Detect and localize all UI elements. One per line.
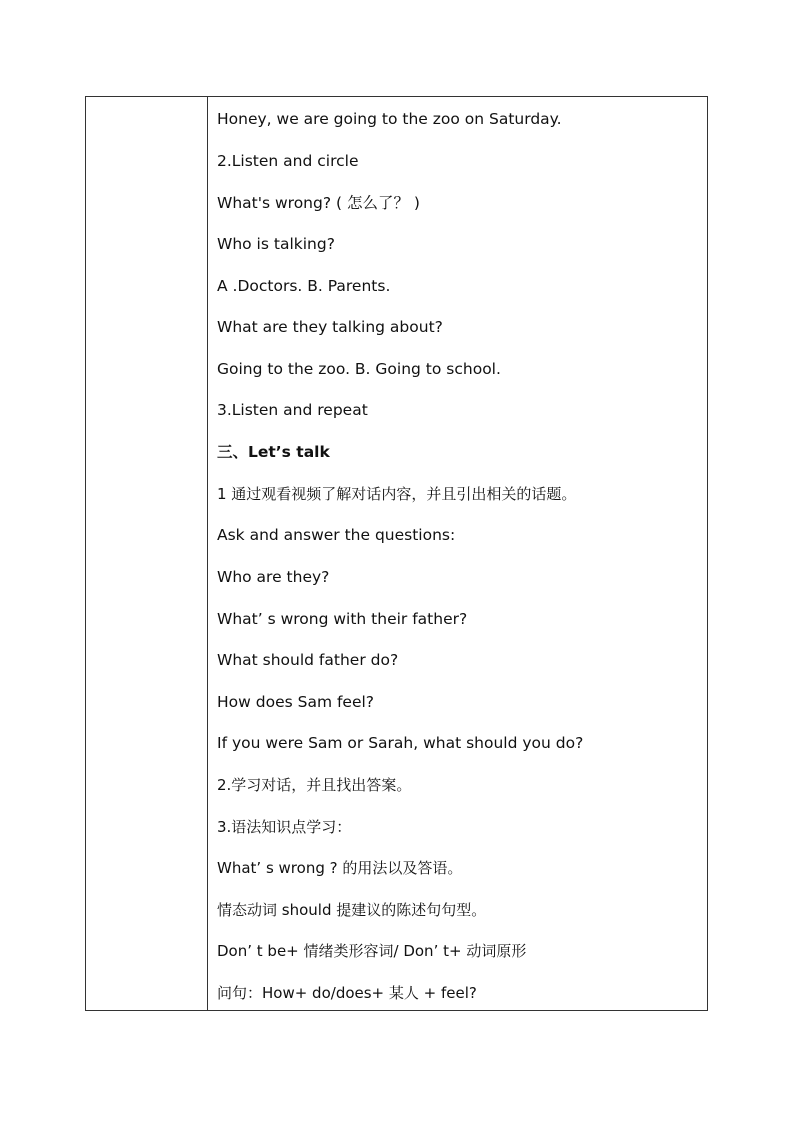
- text-line: A .Doctors. B. Parents.: [217, 277, 391, 295]
- text-line: 情态动词 should 提建议的陈述句句型。: [217, 901, 487, 919]
- text-line: 3.Listen and repeat: [217, 401, 368, 419]
- text-line: Ask and answer the questions:: [217, 526, 456, 544]
- text-line: What’ s wrong with their father?: [217, 610, 468, 628]
- text-line: Who are they?: [217, 568, 330, 586]
- text-line: 2.学习对话，并且找出答案。: [217, 776, 412, 794]
- text-line: 问句：How+ do/does+ 某人 + feel?: [217, 984, 477, 1002]
- text-line: Going to the zoo. B. Going to school.: [217, 360, 501, 378]
- text-line: Who is talking?: [217, 235, 335, 253]
- text-line: What’ s wrong ? 的用法以及答语。: [217, 859, 463, 877]
- table-right-column: [208, 97, 707, 1010]
- text-line: What are they talking about?: [217, 318, 443, 336]
- text-line: Don’ t be+ 情绪类形容词/ Don’ t+ 动词原形: [217, 942, 527, 960]
- text-line: 3.语法知识点学习：: [217, 818, 352, 836]
- text-line: 1 通过观看视频了解对话内容，并且引出相关的话题。: [217, 485, 577, 503]
- text-line: Honey, we are going to the zoo on Saturday.: [217, 110, 562, 128]
- table-left-column: [86, 97, 208, 1010]
- text-line: How does Sam feel?: [217, 693, 375, 711]
- text-line: What's wrong? ( 怎么了？ ): [217, 194, 420, 212]
- text-line: What should father do?: [217, 651, 399, 669]
- lesson-table: [85, 96, 708, 1011]
- text-line: If you were Sam or Sarah, what should you do?: [217, 734, 584, 752]
- text-line: 2.Listen and circle: [217, 152, 359, 170]
- section-heading: 三、Let’s talk: [217, 443, 330, 461]
